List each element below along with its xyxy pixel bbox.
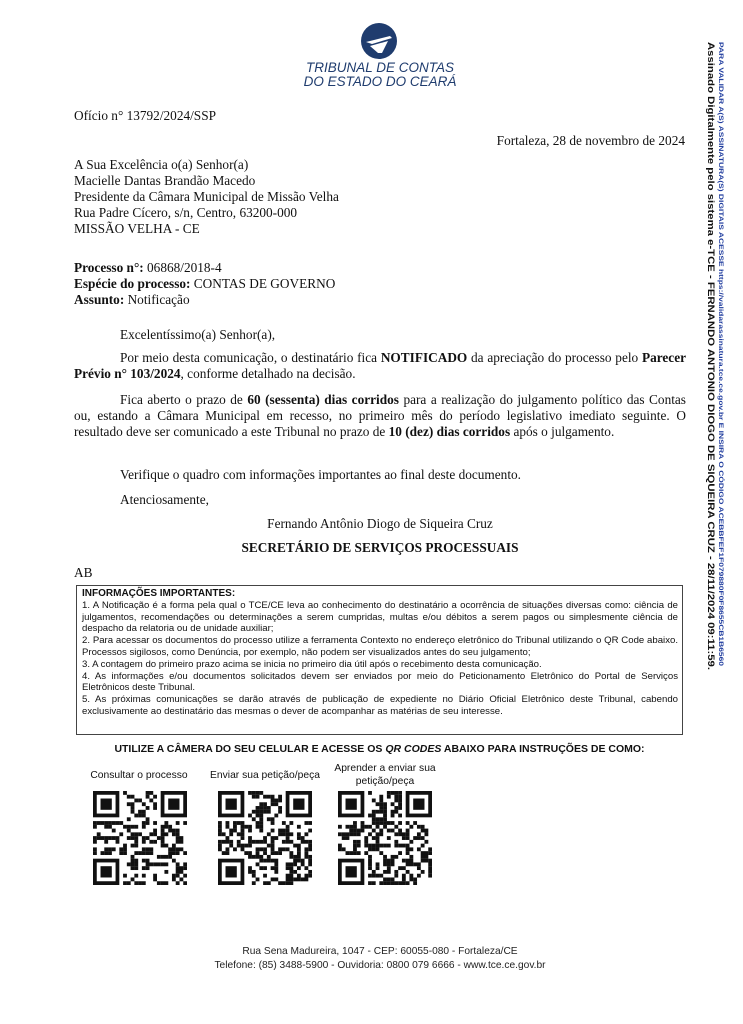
process-subject: Assunto: Notificação [74, 292, 190, 307]
signer-role: SECRETÁRIO DE SERVIÇOS PROCESSUAIS [241, 540, 519, 555]
qr-code-icon[interactable] [93, 791, 187, 885]
qr-label-send: Enviar sua petição/peça [210, 770, 320, 781]
footer-line: Rua Sena Madureira, 1047 - CEP: 60055-080 - Fortaleza/CE [242, 946, 518, 957]
digital-signature-strip [700, 40, 726, 690]
info-item: 1. A Notificação é a forma pela qual o TCE/CE leva ao conhecimento do destinatário a ocorrência de situações diversas como: ciência de julgamentos, recomendações ou determinações a serem cumpridas, multas e/ou débitos a serem pagos ou simplesmente ciência de despacho da relatoria ou de unidade auxiliar; [82, 599, 678, 635]
process-species: Espécie do processo: CONTAS DE GOVERNO [74, 276, 336, 291]
signature-line: Assinado Digitalmente pelo sistema e-TCE - FERNANDO ANTONIO DIOGO DE SIQUEIRA CRUZ - 28/11/2024 09:11:59. [705, 42, 716, 574]
recipient-line: Presidente da Câmara Municipal de Missão Velha [74, 189, 339, 204]
signature-validation-line: PARA VALIDAR A(S) ASSINATURA(S) DIGITAIS ACESSE https://validarassinatura.tce.ce.gov.br E INSIRA O CÓDIGO ACEBBFEF1F079880F0F8655CB1B6560 [717, 42, 724, 530]
org-name [270, 61, 490, 89]
important-info-box [76, 585, 683, 735]
recipient-line: Macielle Dantas Brandão Macedo [74, 173, 256, 188]
letter-date: Fortaleza, 28 de novembro de 2024 [496, 133, 685, 148]
qr-label-consult: Consultar o processo [90, 770, 188, 781]
recipient-line: A Sua Excelência o(a) Senhor(a) [74, 157, 249, 172]
greeting: Excelentíssimo(a) Senhor(a), [120, 327, 276, 342]
footer-line: Telefone: (85) 3488-5900 - Ouvidoria: 0800 079 6666 - www.tce.ce.gov.br [214, 960, 546, 971]
info-box-title: INFORMAÇÕES IMPORTANTES: [82, 588, 236, 599]
paragraph-verify: Verifique o quadro com informações importantes ao final deste documento. [120, 467, 521, 482]
footer-address [150, 945, 610, 973]
info-item: 5. As próximas comunicações se darão através de publicação de expediente no Diário Oficial Eletrônico deste Tribunal, cabendo exclusivamente ao destinatário das mesmas o dever de acompanhar as matérias de seu interesse. [82, 694, 678, 717]
recipient-line: Rua Padre Cícero, s/n, Centro, 63200-000 [74, 205, 298, 220]
signer-name: Fernando Antônio Diogo de Siqueira Cruz [267, 516, 493, 531]
recipient-line: MISSÃO VELHA - CE [74, 221, 200, 236]
tce-ce-logo-icon [360, 22, 398, 60]
qr-code-icon[interactable] [218, 791, 312, 885]
org-name-line2: DO ESTADO DO CEARÁ [303, 74, 457, 89]
qr-code-icon[interactable] [338, 791, 432, 885]
qr-label-learn: Aprender a enviar sua petição/peça [334, 763, 436, 787]
recipient-block [74, 157, 339, 237]
closing: Atenciosamente, [120, 492, 209, 507]
paragraph-deadline: Fica aberto o prazo de 60 (sessenta) dias corridos para a realização do julgamento político das Contas ou, estando a Câmara Municipal em recesso, no primeiro mês do período legislativo imediato seguinte. O resultado deve ser comunicado a este Tribunal no prazo de 10 (dez) dias corridos após o julgamento. [74, 392, 686, 439]
initials: AB [74, 565, 93, 580]
paragraph-notification: Por meio desta comunicação, o destinatário fica NOTIFICADO da apreciação do processo pelo Parecer Prévio n° 103/2024, conforme detalhado na decisão. [74, 350, 687, 381]
org-name-line1: TRIBUNAL DE CONTAS [305, 60, 455, 75]
info-item: 3. A contagem do primeiro prazo acima se inicia no primeiro dia útil após o recebimento desta comunicação. [82, 658, 542, 670]
process-info [74, 260, 335, 308]
info-item: 2. Para acessar os documentos do processo utilize a ferramenta Contexto no endereço eletrônico do Tribunal utilizando o QR Code abaixo. Processos sigilosos, como Denúncia, por exemplo, não podem ser visualizados antes do seu julgamento; [82, 635, 678, 658]
process-number: Processo n°: 06868/2018-4 [74, 260, 222, 275]
info-item: 4. As informações e/ou documentos solicitados devem ser enviados por meio do Peticionamento Eletrônico do Portal de Serviços Eletrônicos deste Tribunal. [82, 670, 678, 694]
oficio-number: Ofício n° 13792/2024/SSP [74, 108, 216, 123]
qr-instruction: UTILIZE A CÂMERA DO SEU CELULAR E ACESSE OS QR CODES ABAIXO PARA INSTRUÇÕES DE COMO: [114, 743, 645, 755]
